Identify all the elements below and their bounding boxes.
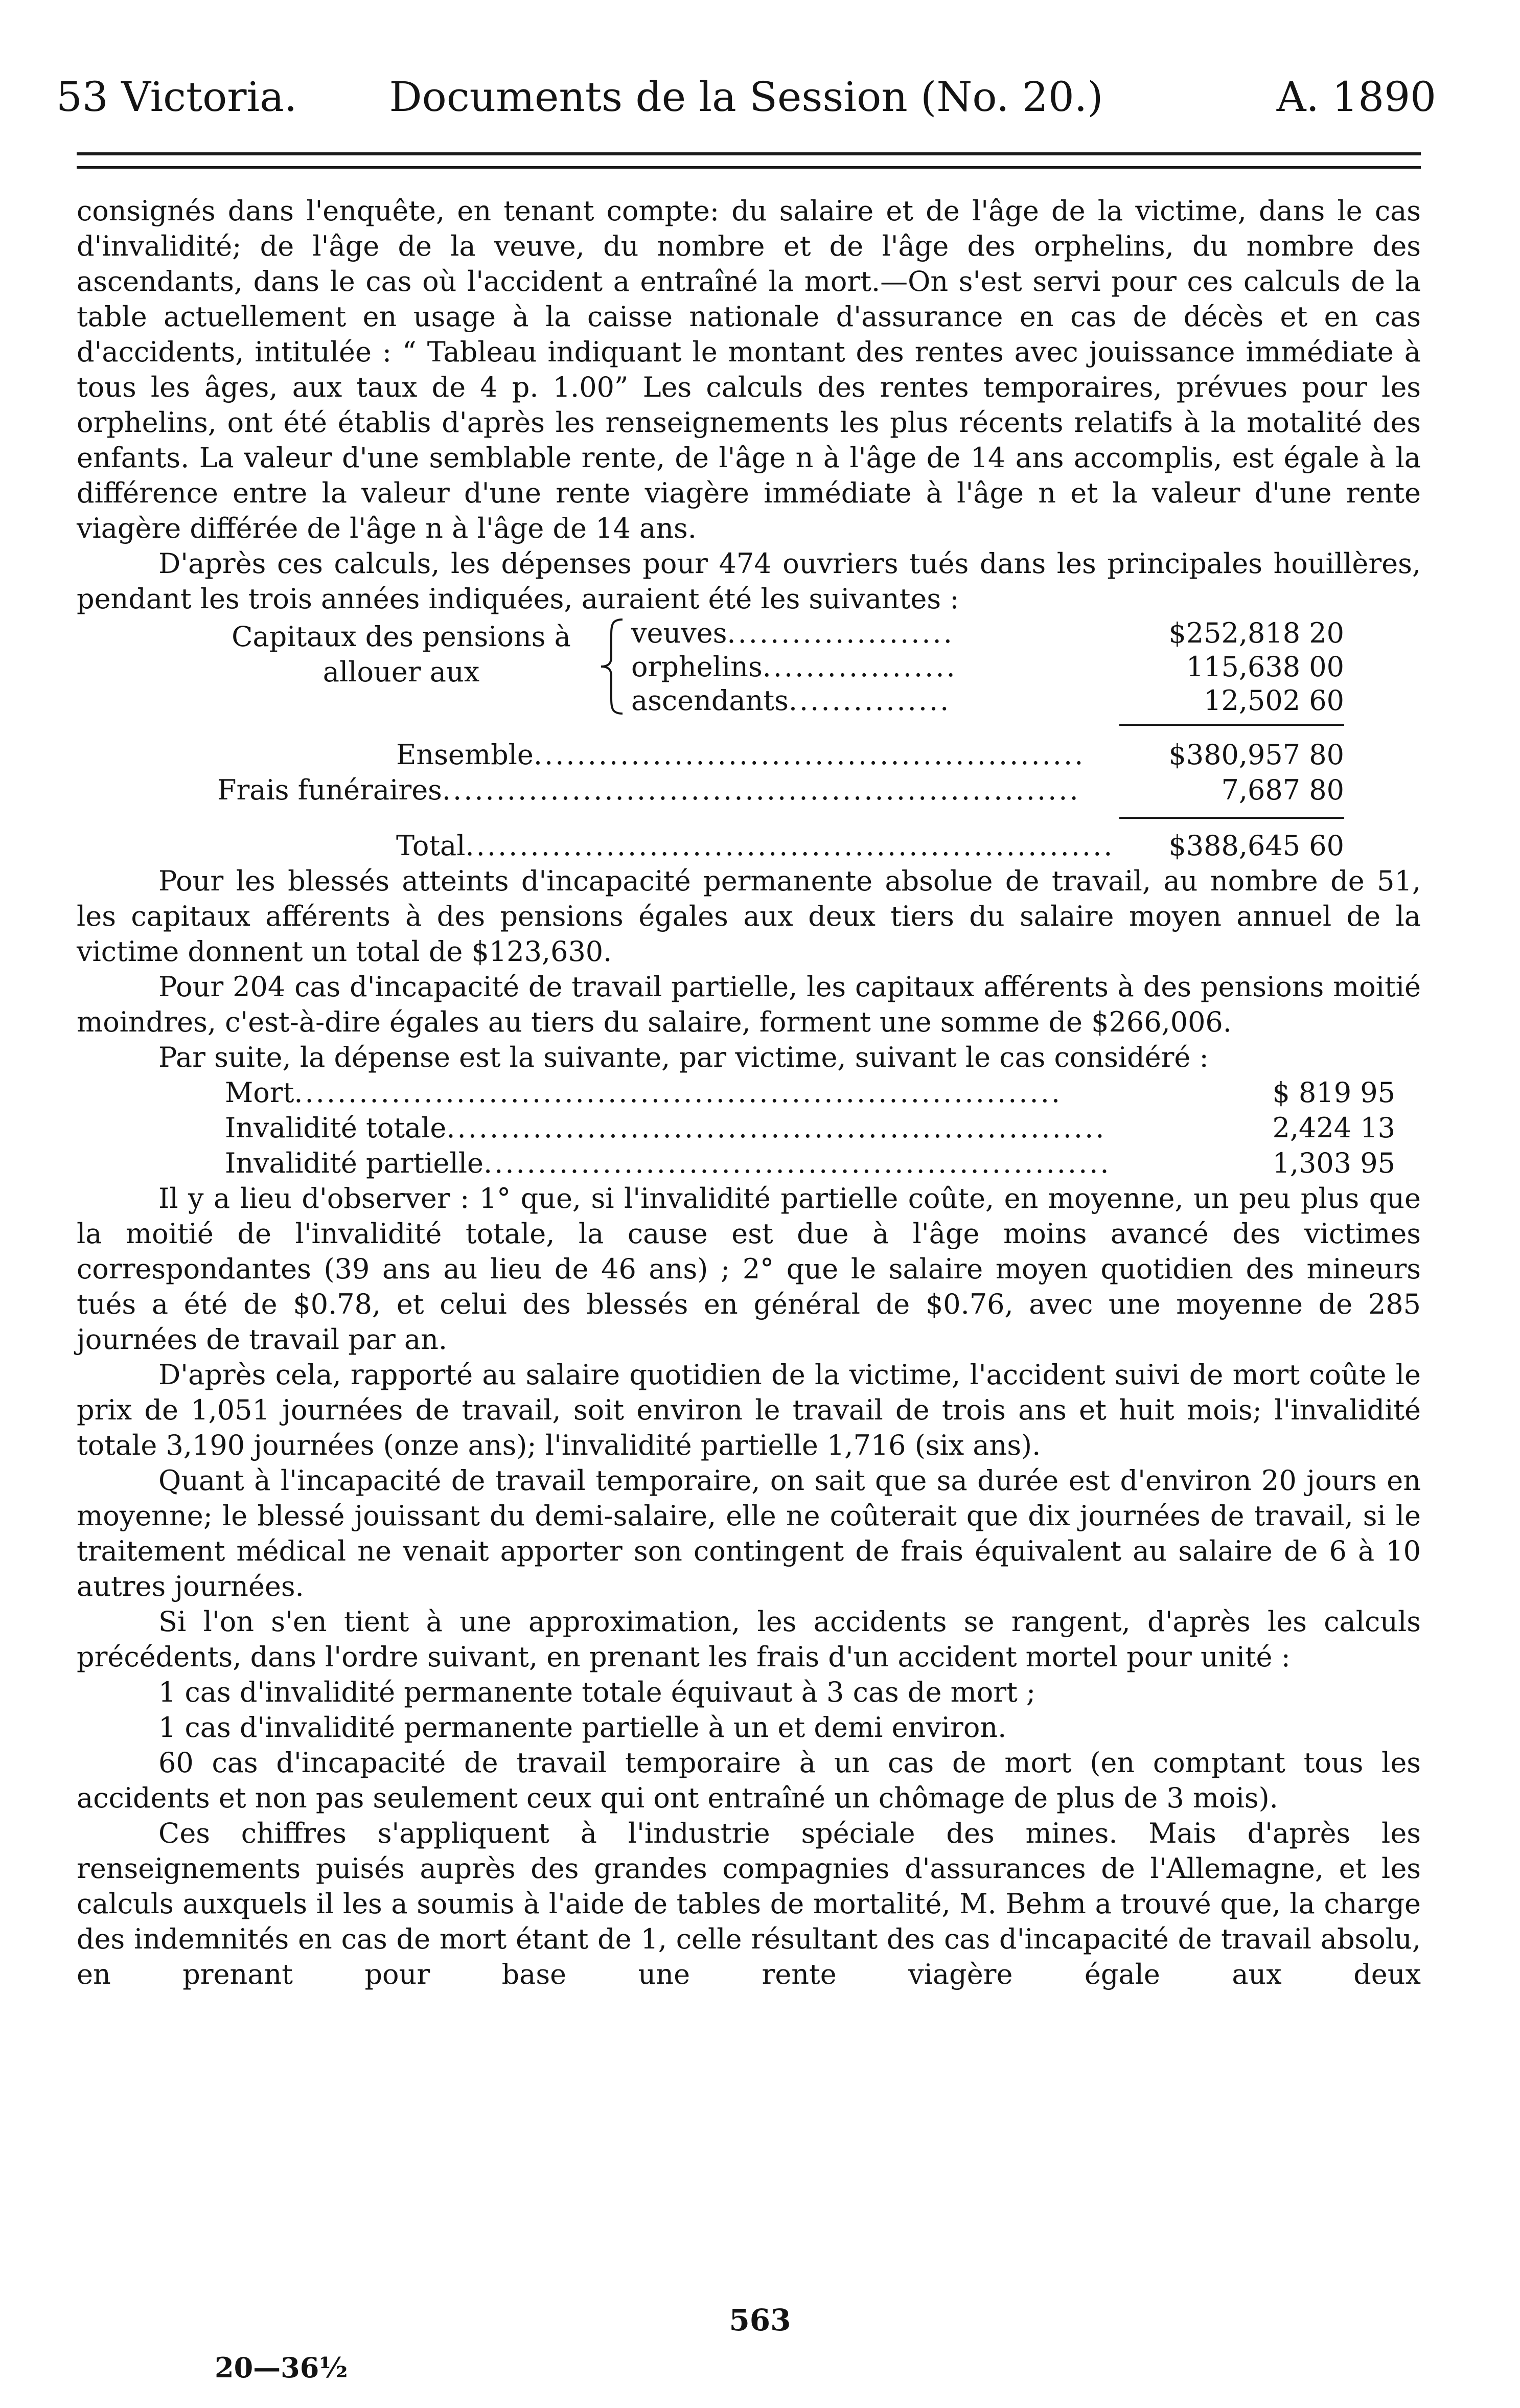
- capitaux-label: Capitaux des pensions à allouer aux: [232, 621, 571, 688]
- header-rule-bottom: [77, 166, 1421, 169]
- frais-label: Frais funéraires: [217, 774, 442, 806]
- depense-row: Invalidité totale............................................................. 2,424 13: [77, 1110, 1421, 1145]
- ensemble-label: Ensemble: [396, 739, 534, 771]
- equivalence-list: [77, 1675, 1421, 1816]
- capitaux-row-label: ascendants: [631, 684, 789, 717]
- total-row: Total............................................................ $388,645 60: [77, 828, 1421, 863]
- list-item: 60 cas d'incapacité de travail temporaire à un cas de mort (en comptant tous les accidents et non pas seulement ceux qui ont entraîné un chômage de plus de 3 mois).: [77, 1747, 1421, 1814]
- depense-label: Mort: [225, 1076, 294, 1109]
- paragraph-6: Il y a lieu d'observer : 1° que, si l'invalidité partielle coûte, en moyenne, un peu plus que la moitié de l'invalidité totale, la cause est due à l'âge moins avancé des victimes correspondantes (39 ans au lieu de 46 ans) ; 2° que le salaire moyen quotidien des mineurs tués a été de $0.78, et celui des blessés en général de $0.76, avec une moyenne de 285 journées de travail par an.: [77, 1182, 1421, 1356]
- capitaux-row-amount: 115,638 00: [1186, 651, 1344, 683]
- left-brace-icon: [597, 617, 628, 716]
- depense-label: Invalidité partielle: [225, 1147, 484, 1179]
- sum-rule-2-wrap: [77, 808, 1421, 828]
- ensemble-amount: $380,957 80: [1168, 739, 1344, 771]
- total-amount: $388,645 60: [1168, 830, 1344, 862]
- frais-amount: 7,687 80: [1221, 774, 1344, 806]
- paragraph-10: Ces chiffres s'appliquent à l'industrie spéciale des mines. Mais d'après les renseignements puisés auprès des grandes compagnies d'assurances de l'Allemagne, et les calculs auxquels il les a soumis à l'aide de tables de mortalité, M. Behm a trouvé que, la charge des indemnités en cas de mort étant de 1, celle résultant des cas d'incapacité de travail absolu, en prenant pour base une rente viagère égale aux deux: [77, 1817, 1421, 1990]
- capitaux-row: veuves..................... $252,818 20: [631, 617, 1344, 649]
- depense-row: Mort....................................................................... $ 819 95: [77, 1075, 1421, 1110]
- header-left: 53 Victoria.: [56, 73, 297, 121]
- list-item: 1 cas d'invalidité permanente totale équivaut à 3 cas de mort ;: [158, 1676, 1036, 1708]
- paragraph-5: Par suite, la dépense est la suivante, par victime, suivant le cas considéré :: [158, 1041, 1209, 1073]
- depense-list: [77, 1075, 1421, 1181]
- header-title: Documents de la Session (No. 20.): [389, 73, 1103, 121]
- header-rule-top: [77, 152, 1421, 155]
- capitaux-table: [77, 616, 1421, 717]
- list-item: 1 cas d'invalidité permanente partielle à un et demi environ.: [158, 1711, 1007, 1744]
- header-year: A. 1890: [1276, 73, 1436, 121]
- capitaux-rows: [631, 616, 1344, 718]
- total-label: Total: [396, 830, 466, 862]
- paragraph-9: Si l'on s'en tient à une approximation, les accidents se rangent, d'après les calculs précédents, dans l'ordre suivant, en prenant les frais d'un accident mortel pour unité :: [77, 1606, 1421, 1673]
- depense-amount: $ 819 95: [1272, 1076, 1395, 1109]
- ensemble-row: Ensemble................................................... $380,957 80: [77, 737, 1421, 772]
- paragraph-3: Pour les blessés atteints d'incapacité permanente absolue de travail, au nombre de 51, les capitaux afférents à des pensions égales aux deux tiers du salaire moyen annuel de la victime donnent un total de $123,630.: [77, 865, 1421, 968]
- depense-row: Invalidité partielle.......................................................... 1,303 95: [77, 1145, 1421, 1181]
- frais-row: Frais funéraires........................................................... 7,687 80: [77, 772, 1421, 808]
- paragraph-8: Quant à l'incapacité de travail temporaire, on sait que sa durée est d'environ 20 jours en moyenne; le blessé jouissant du demi-salaire, elle ne coûterait que dix journées de travail, si le traitement médical ne venait apporter son contingent de frais équivalent au salaire de 6 à 10 autres journées.: [77, 1464, 1421, 1602]
- paragraph-7: D'après cela, rapporté au salaire quotidien de la victime, l'accident suivi de mort coûte le prix de 1,051 journées de travail, soit environ le travail de trois ans et huit mois; l'invalidité totale 3,190 journées (onze ans); l'invalidité partielle 1,716 (six ans).: [77, 1359, 1421, 1461]
- depense-label: Invalidité totale: [225, 1112, 447, 1144]
- capitaux-row-label: veuves: [631, 617, 727, 649]
- capitaux-row-amount: $252,818 20: [1168, 617, 1344, 649]
- capitaux-row: ascendants............... 12,502 60: [631, 684, 1344, 717]
- document-body: [77, 193, 1421, 1992]
- sum-rule-1-wrap: [77, 717, 1421, 737]
- depense-amount: 2,424 13: [1272, 1112, 1395, 1144]
- paragraph-2: D'après ces calculs, les dépenses pour 474 ouvriers tués dans les principales houillères, pendant les trois années indiquées, auraient été les suivantes :: [77, 547, 1421, 615]
- depense-amount: 1,303 95: [1272, 1147, 1395, 1179]
- running-header: [56, 66, 1436, 128]
- capitaux-row-label: orphelins: [631, 651, 763, 683]
- capitaux-row: orphelins.................. 115,638 00: [631, 651, 1344, 683]
- paragraph-1: consignés dans l'enquête, en tenant compte: du salaire et de l'âge de la victime, dans le cas d'invalidité; de l'âge de la veuve, du nombre et de l'âge des orphelins, du nombre des ascendants, dans le cas où l'accident a entraîné la mort.—On s'est servi pour ces calculs de la table actuellement en usage à la caisse nationale d'assurance en cas de décès et en cas d'accidents, intitulée : “ Tableau indiquant le montant des rentes avec jouissance immédiate à tous les âges, aux taux de 4 p. 1.00” Les calculs des rentes temporaires, prévues pour les orphelins, ont été établis d'après les renseignements les plus récents relatifs à la motalité des enfants. La valeur d'une semblable rente, de l'âge n à l'âge de 14 ans accomplis, est égale à la différence entre la valeur d'une rente viagère immédiate à l'âge n et la valeur d'une rente viagère différée de l'âge n à l'âge de 14 ans.: [77, 195, 1421, 544]
- page-number: 563: [729, 2303, 791, 2337]
- signature-mark: 20—36½: [215, 2351, 348, 2384]
- sum-rule: [1119, 724, 1344, 726]
- capitaux-row-amount: 12,502 60: [1204, 684, 1344, 717]
- paragraph-4: Pour 204 cas d'incapacité de travail partielle, les capitaux afférents à des pensions moitié moindres, c'est-à-dire égales au tiers du salaire, forment une somme de $266,006.: [77, 971, 1421, 1038]
- sum-rule: [1119, 817, 1344, 819]
